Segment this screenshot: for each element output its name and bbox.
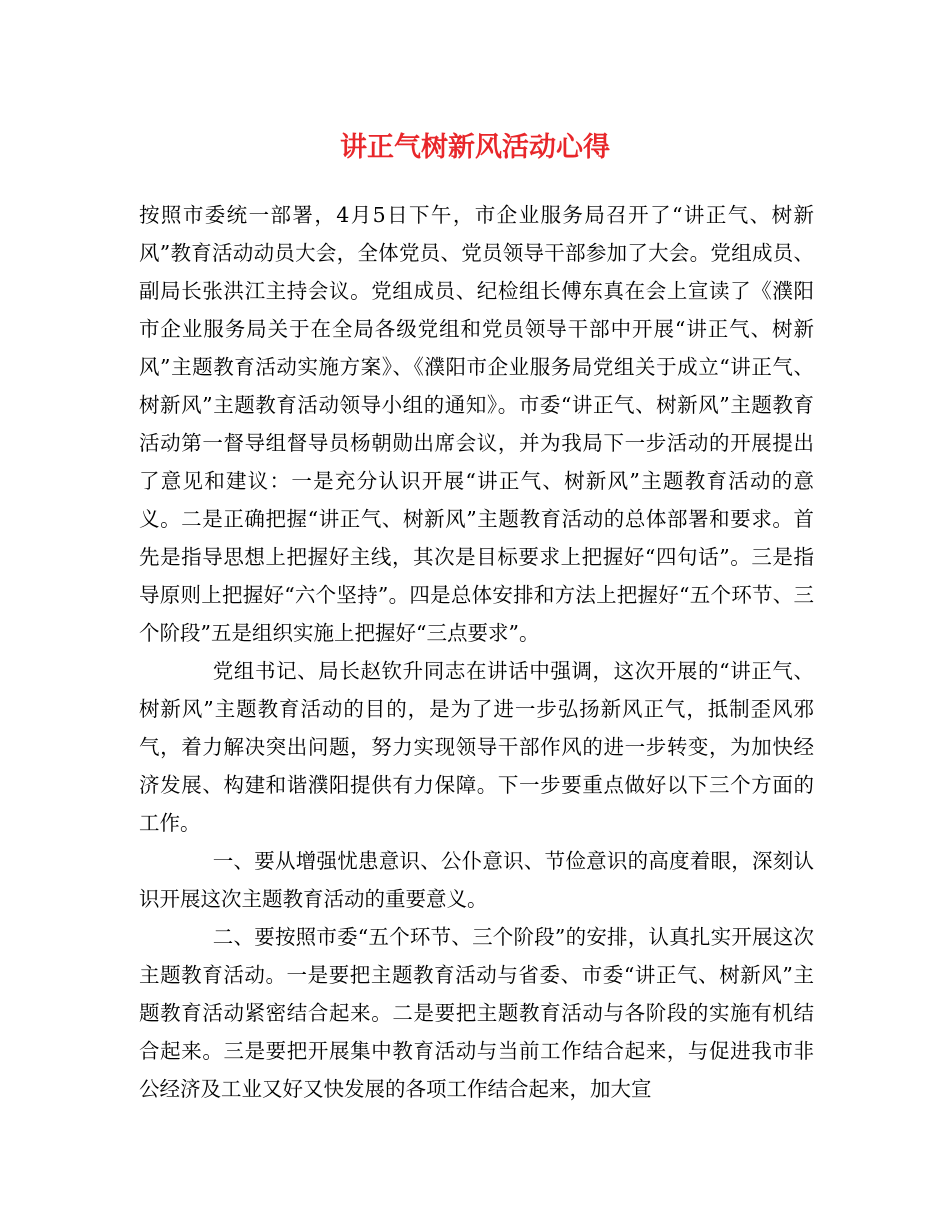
document-title: 讲正气树新风活动心得 [340,132,610,163]
paragraph-3: 一、要从增强忧患意识、公仆意识、节俭意识的高度着眼，深刻认识开展这次主题教育活动的重要意义。 [139,849,814,911]
document-body [139,196,814,1108]
paragraph-2: 党组书记、局长赵钦升同志在讲话中强调，这次开展的“讲正气、树新风”主题教育活动的目的，是为了进一步弘扬新风正气，抵制歪风邪气，着力解决突出问题，努力实现领导干部作风的进一步转变，为加快经济发展、构建和谐濮阳提供有力保障。下一步要重点做好以下三个方面的工作。 [139,659,814,835]
paragraph-4: 二、要按照市委“五个环节、三个阶段”的安排，认真扎实开展这次主题教育活动。一是要把主题教育活动与省委、市委“讲正气、树新风”主题教育活动紧密结合起来。二是要把主题教育活动与各阶段的实施有机结合起来。三是要把开展集中教育活动与当前工作结合起来，与促进我市非公经济及工业又好又快发展的各项工作结合起来，加大宣 [139,925,814,1101]
paragraph-1: 按照市委统一部署，4月5日下午，市企业服务局召开了“讲正气、树新风”教育活动动员大会，全体党员、党员领导干部参加了大会。党组成员、副局长张洪江主持会议。党组成员、纪检组长傅东真在会上宣读了《濮阳市企业服务局关于在全局各级党组和党员领导干部中开展“讲正气、树新风”主题教育活动实施方案》、《濮阳市企业服务局党组关于成立“讲正气、树新风”主题教育活动领导小组的通知》。市委“讲正气、树新风”主题教育活动第一督导组督导员杨朝勋出席会议，并为我局下一步活动的开展提出了意见和建议：一是充分认识开展“讲正气、树新风”主题教育活动的意义。二是正确把握“讲正气、树新风”主题教育活动的总体部署和要求。首先是指导思想上把握好主线，其次是目标要求上把握好“四句话”。三是指导原则上把握好“六个坚持”。四是总体安排和方法上把握好“五个环节、三个阶段”五是组织实施上把握好“三点要求”。 [139,203,814,645]
